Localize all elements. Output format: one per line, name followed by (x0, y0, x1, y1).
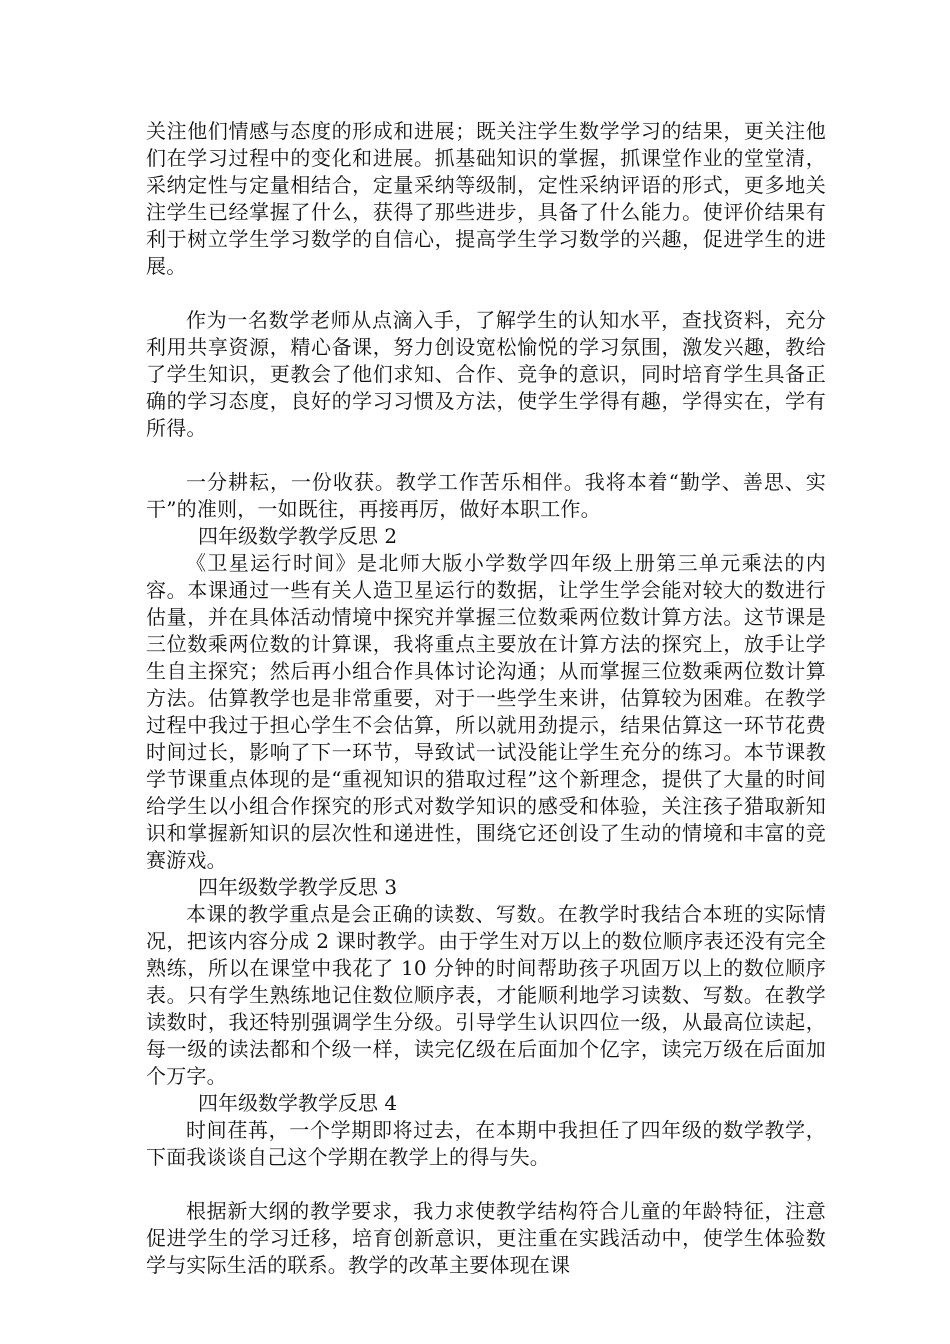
section-heading-2: 四年级数学教学反思 2 (198, 524, 398, 548)
paragraph-evaluation: 关注他们情感与态度的形成和进展；既关注学生数学学习的结果，更关注他们在学习过程中的变化和进展。抓基础知识的掌握，抓课堂作业的堂堂清，采纳定性与定量相结合，定量采纳等级制，定性采纳评语的形式，更多地关注学生已经掌握了什么，获得了那些进步，具备了什么能力。使评价结果有利于树立学生学习数学的自信心，提高学生学习数学的兴趣，促进学生的进展。 (146, 119, 826, 278)
section-heading-4: 四年级数学教学反思 4 (198, 1091, 398, 1115)
paragraph-reading-numbers: 本课的教学重点是会正确的读数、写数。在教学时我结合本班的实际情况，把该内容分成 2 课时教学。由于学生对万以上的数位顺序表还没有完全熟练，所以在课堂中我花了 10 分钟的时间帮助孩子巩固万以上的数位顺序表。只有学生熟练地记住数位顺序表，才能顺利地学习读数、写数。在教学读数时，我还特别强调学生分级。引导学生认识四位一级，从最高位读起，每一级的读法都和个级一样，读完亿级在后面加个亿字，读完万级在后面加个万字。 (146, 902, 826, 1088)
paragraph-satellite-lesson: 《卫星运行时间》是北师大版小学数学四年级上册第三单元乘法的内容。本课通过一些有关人造卫星运行的数据，让学生学会能对较大的数进行估量，并在具体活动情境中探究并掌握三位数乘两位数计算方法。这节课是三位数乘两位数的计算课，我将重点主要放在计算方法的探究上，放手让学生自主探究；然后再小组合作具体讨论沟通；从而掌握三位数乘两位数计算方法。估算教学也是非常重要，对于一些学生来讲，估算较为困难。在教学过程中我过于担心学生不会估算，所以就用劲提示，结果估算这一环节花费时间过长，影响了下一环节，导致试一试没能让学生充分的练习。本节课教学节课重点体现的是“重视知识的猎取过程”这个新理念，提供了大量的时间给学生以小组合作探究的形式对数学知识的感受和体验，关注孩子猎取新知识和掌握新知识的层次性和递进性，围绕它还创设了生动的情境和丰富的竞赛游戏。 (146, 551, 826, 872)
paragraph-gap (146, 442, 826, 469)
paragraph-conclusion: 一分耕耘，一份收获。教学工作苦乐相伴。我将本着“勤学、善思、实干”的准则，一如既往，再接再厉，做好本职工作。 (146, 470, 826, 521)
section-heading-3: 四年级数学教学反思 3 (198, 875, 398, 899)
paragraph-semester-review: 时间荏苒，一个学期即将过去，在本期中我担任了四年级的数学教学，下面我谈谈自己这个学期在教学上的得与失。 (146, 1118, 826, 1169)
paragraph-gap (146, 280, 826, 307)
paragraph-gap (146, 1171, 826, 1198)
document-page (146, 118, 826, 1279)
paragraph-new-syllabus: 根据新大纲的教学要求，我力求使教学结构符合儿童的年龄特征，注意促进学生的学习迁移，培育创新意识，更注重在实践活动中，使学生体验数学与实际生活的联系。教学的改革主要体现在课 (146, 1199, 826, 1277)
paragraph-teacher-role: 作为一名数学老师从点滴入手，了解学生的认知水平，查找资料，充分利用共享资源，精心备课，努力创设宽松愉悦的学习氛围，激发兴趣，教给了学生知识，更教会了他们求知、合作、竞争的意识，同时培育学生具备正确的学习态度，良好的学习习惯及方法，使学生学得有趣，学得实在，学有所得。 (146, 308, 826, 440)
